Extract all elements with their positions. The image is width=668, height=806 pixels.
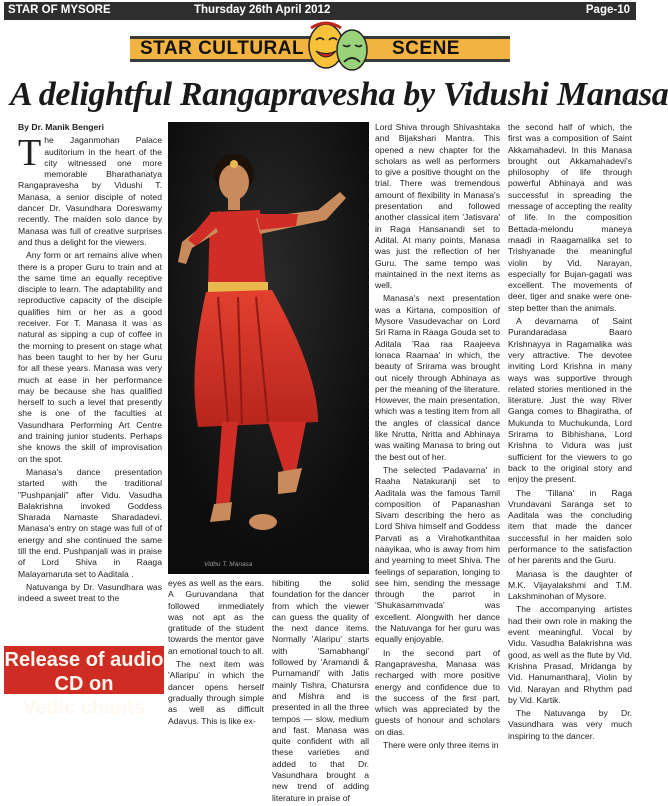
article-column-3	[272, 578, 369, 806]
teaser-line-2: Vedic chants	[22, 697, 146, 719]
paragraph: Manasa is the daughter of M.K. Vijayalakshmi and T.M. Lakshminohan of Mysore.	[508, 568, 632, 602]
paragraph: In the second part of Rangapravesha, Manasa was recharged with more positive energy and confidence due to the success of the first part, which was appreciated by the guests of honour and scholars on dias.	[375, 647, 500, 737]
issue-date: Thursday 26th April 2012	[194, 4, 331, 16]
article-column-4	[375, 122, 500, 753]
paragraph: There were only three items in	[383, 740, 499, 751]
section-banner	[130, 26, 510, 68]
article-headline: A delightful Rangapravesha by Vidushi Manasa	[10, 76, 668, 113]
section-title-left: STAR CULTURAL	[140, 38, 305, 59]
teaser-line-1: Release of audio CD on	[4, 649, 164, 695]
section-title-right: SCENE	[392, 38, 460, 59]
paragraph: A devarnama of Saint Purandaradasa Baaro Krishnayya in Ragamalika was very attractive. The devotee inviting Lord Krishna in many ways was supportive through related stories mentioned in the literature. Just the way River Ganga comes to Bhagiratha, of Mukunda to Muchukunda, Lord Srirama to Bibhishana, Lord Krishna to Vidura was just sufficient for the viewers to go back to the original story and enjoy the present.	[508, 316, 632, 485]
paragraph: eyes as well as the ears. A Guruvandana that followed immediately was not apt as the gratitude of the student towards the mentor gave an emotional touch to all.	[168, 578, 264, 656]
masthead-bar	[4, 2, 636, 20]
paragraph: Natuvanga by Dr. Vasundhara was indeed a sweet treat to the	[18, 581, 162, 604]
paragraph: Any form or art remains alive when there is a proper Guru to train and at the same time an equally receptive disciple to learn. The adaptability and reproductive capacity of the disciple qualifies him or her as a good receiver. For T. Manasa it was as natural as sipping a cup of coffee in the morning to present on stage what has been taught to her by her Guru for all these years. Manasa was very much at ease in her performance may be because she has qualified herself to such a level that presently she is one of the faculties at Vasundhara Performing Art Centre and training junior students. Perhaps she knows the skill of improvisation on the spot.	[18, 250, 162, 464]
paragraph: The next item was 'Allaripu' in which the dancer opens herself gradually through simple as well as difficult Adavus. This is like ex-	[168, 659, 264, 726]
paragraph: Manasa's next presentation was a Kirtana, composition of Mysore Vasudevachar on Lord Sri Rama in Raaga Gouda set to Aditala 'Raa raa Raajeeva lonaca Raamaa' in which, the beauty of Srirama was brought out nicely through Abhinaya as per the meaning of the literature. However, the main presentation, which was a testing item from all the angles of classical dance like Nrutta, Nritta and Abhinaya was waiting Manasa to bring out the best out of her.	[375, 293, 500, 462]
paragraph: Lord Shiva through Shivashtaka and Bijakshari Mantra. This opened a new chapter for the scholars as well as performers to give a positive thought on the trial. There was tremendous amount of flexibility in Manasa's presentation and followed another classical item 'Jatisvara' in Raga Hansanandi set to Adital. At many points, Manasa was just the reflection of her Guru. The same tempo was maintained in the next items as well.	[375, 122, 500, 291]
article-column-5	[508, 122, 632, 744]
article-column-1	[18, 122, 162, 606]
publication-name: STAR OF MYSORE	[8, 4, 111, 16]
paragraph: The selected 'Padavarna' in Raaha Natakuranji set to Aaditala was the famous Tamil composition of Papanashan Sivam describing the hero as Lord Shiva himself and Goddess Parvati as a Virahotkanthitaa naayikaa, who is away from him and yearning to meet Shiva. The feelings of separation, longing to see him, sending the message through the parrot in 'Shukasammvada' was excellent. Alongwith her dance the Natuvanga for her guru was equally enjoyable.	[375, 464, 500, 645]
paragraph: hibiting the solid foundation for the dancer from which the viewer can guess the quality of the next dance items. Normally 'Alaripu' starts with 'Samabhangi' followed by 'Aramandi & Purnamandi' with Jatis mainly Tishra, Chatursra and Mishra and is presented in all the three tempos — slow, medium and fast. Manasa was quite confident with all these varieties and added to that Dr. Vasundhara brought a new trend of adding literature in praise of	[272, 578, 369, 803]
dancer-illustration	[168, 122, 369, 574]
dancer-photo	[168, 122, 369, 574]
paragraph: The accompanying artistes had their own role in making the event meaningful. Vocal by Vidu. Vasudha Balakrishna was good, as well as the flute by Vid. Krishna Prasad, Mridanga by Vid. Hanumanthara], Violin by Vid. Narayan and Rhythm pad by Vid. Kartik.	[508, 604, 632, 705]
paragraph: Manasa's dance presentation started with the traditional "Pushpanjali" after Vidu. Vasudha Balakrishna invoked Goddess Sharada Namaste Sharadadevi. Manasa's entry on stage was full of of energy and she continued the same till the end. Pushpanjali was in praise of Lord Shiva in Raaga Malayamaruta set to Aaditala .	[18, 466, 162, 579]
theatre-masks-icon	[298, 20, 378, 74]
article-column-2	[168, 578, 264, 729]
paragraph: The Jaganmohan Palace auditorium in the heart of the city witnessed one more memorable Bharathanatya Rangapravesha by Vidushi T. Manasa, a senior disciple of noted dancer Dr. Vasundhara Doreswamy recently. The maiden solo dance by Manasa was full of creative surprises and thus a delight for the viewers.	[18, 132, 162, 247]
paragraph: The Natuvanga by Dr. Vasundhara was very much inspiring to the dancer.	[508, 708, 632, 741]
photo-credit: Vidhu T. Manasa	[204, 561, 253, 568]
paragraph: The 'Tillana' in Raga Vrundavani Saranga set to Aaditala was the concluding item that made the dancer successful in her maiden solo performance to the satisfaction of her parents and the Guru.	[508, 487, 632, 566]
page-number: Page-10	[585, 4, 630, 16]
byline: By Dr. Manik Bengeri	[18, 122, 104, 132]
related-story-teaser[interactable]	[4, 646, 164, 719]
drop-cap: T	[18, 132, 42, 175]
paragraph: the second half of which, the first was a composition of Saint Akkamahadevi. In this Manasa brought out Akkamahadevi's philosophy of life through powerful Abhinaya and was successful in spreading the message of accepting the reality of life. In the composition Bettada-melondu maneya maadi in Raagamalika set to Trishyanade the meaningful violin by Vid. Narayan, especially for Bujan-gagati was excellent. The movements of deer, tiger and snake were one-step better than the animals.	[508, 122, 632, 313]
